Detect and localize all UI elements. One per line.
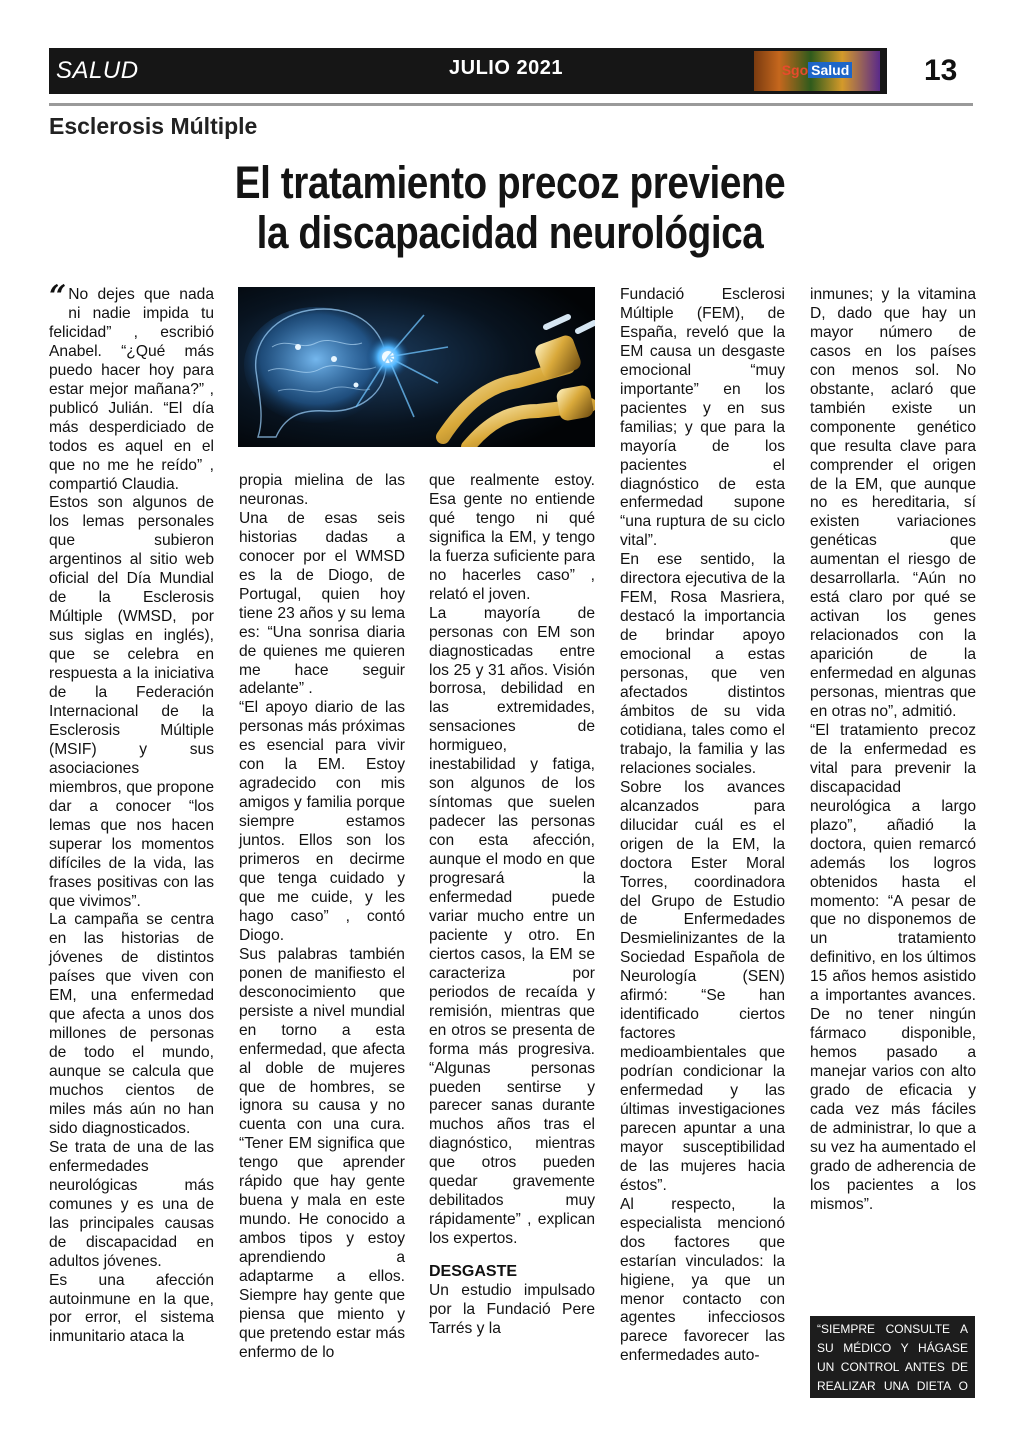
publication-logo [754,51,880,91]
article-column-4 [620,286,785,1366]
paragraph: propia mielina de las neuronas. [239,472,405,508]
logo-text-part2: Salud [808,62,852,78]
paragraph: La mayoría de personas con EM son diagnosticadas entre los 25 y 31 años. Visión borrosa, debilidad en las extremidades, sensaciones de hormigueo, inestabilidad y fatiga, son algunos de los síntomas que suelen padecer las personas con esta afección, aunque el modo en que progresará la enfermedad puede variar mucho entre un paciente y otro. En ciertos casos, la EM se caracteriza por periodos de recaída y remisión, mientras que en otros se presenta de forma más progresiva. “Algunas personas pueden sentirse y parecer sanas durante muchos años tras el diagnóstico, mientras que otros pueden quedar gravemente debilitados muy rápidamente” , explican los expertos. [429,604,595,1248]
health-notice-text: “SIEMPRE CONSULTE A SU MÉDICO Y HÁGASE UN CONTROL ANTES DE REALIZAR UNA DIETA O ACTIVADAD FÍSICA” [817,1322,968,1412]
section-name: SALUD [56,57,139,84]
article-headline [209,158,811,258]
opening-quote-mark: “ [49,279,67,314]
logo-text [754,62,880,78]
article-column-3 [429,472,595,1339]
paragraph: inmunes; y la vitamina D, dado que hay un mayor número de casos en los países con menos sol. No obstante, aclaró que también existe un componente genético que resulta clave para comprender el origen de la EM, que aunque no es hereditaria, sí existen variaciones genéticas que aumentan el riesgo de desarrollarla. “Aún no está claro por qué se activan los genes relacionados con la aparición de la enfermedad en algunas personas, mientras que en otras no”, admitió. [810,286,976,720]
headline-line-1: El tratamiento precoz previene [234,157,786,208]
article-column-5 [810,286,976,1215]
paragraph: Sus palabras también ponen de manifiesto el desconocimiento que persiste a nivel mundial en torno a esta enfermedad, que afecta al doble de mujeres que de hombres, se ignora su causa y no cuenta con una cura. “Tener EM significa que tengo que aprender rápido que hay gente buena y mala en este mundo. He conocido a ambos tipos y estoy aprendiendo a adaptarme a ellos. Siempre hay gente que piensa que miento y que pretendo estar más enfermo de lo [239,945,405,1361]
article-kicker: Esclerosis Múltiple [49,113,258,139]
paragraph: Se trata de una de las enfermedades neurológicas más comunes y es una de las principales causas de discapacidad en adultos jóvenes. [49,1138,214,1270]
section-subhead: DESGASTE [429,1263,518,1281]
page-header [49,48,973,94]
paragraph: Una de esas seis historias dadas a conocer por el WMSD es la de Diogo, de Portugal, quien hoy tiene 23 años y su lema es: “Una sonrisa diaria de quienes me quieren me hace seguir adelante” . [239,509,405,698]
health-notice-box [810,1316,975,1412]
issue-date: JULIO 2021 [449,57,563,79]
header-rule [49,103,973,106]
paragraph: Fundació Esclerosi Múltiple (FEM), de España, reveló que la EM causa un desgaste emocional “muy importante” en los pacientes y en sus familias; y que para la mayoría de los pacientes el diagnóstico de esta enfermedad supone “una ruptura de su ciclo vital”. [620,286,785,550]
article-column-1 [49,279,214,1347]
paragraph: En ese sentido, la directora ejecutiva de la FEM, Rosa Masriera, destacó la importancia de brindar apoyo emocional a estas personas, que ven afectados distintos ámbitos de su vida cotidiana, tales como el trabajo, la familia y las relaciones sociales. [620,551,785,777]
paragraph: Es una afección autoinmune en la que, por error, el sistema inmunitario ataca la [49,1271,214,1346]
paragraph-text: No dejes que nada ni nadie impida tu felicidad” , escribió Anabel. “¿Qué más puedo hacer hoy para estar mejor mañana?” , publicó Julián. “El día más desperdiciado de todos es aquel en el que no me he reído” , compartió Claudia. [49,286,214,493]
paragraph: Un estudio impulsado por la Fundació Pere Tarrés y la [429,1282,595,1337]
paragraph: Sobre los avances alcanzados para dilucidar cuál es el origen de la EM, la doctora Ester Moral Torres, coordinadora del Grupo de Estudio de Enfermedades Desmielinizantes de la Sociedad Española de Neurología (SEN) afirmó: “Se han identificado ciertos factores medioambientales que podrían condicionar la enfermedad y las últimas investigaciones parecen apuntar a una mayor susceptibilidad de las mujeres hacia éstos”. [620,778,785,1194]
paragraph: que realmente estoy. Esa gente no entiende qué tengo ni qué significa la EM, y tengo la fuerza suficiente para no hacerles caso” , relató el joven. [429,472,595,603]
article-column-2 [239,472,405,1363]
page-number: 13 [924,54,958,87]
brain-neuron-illustration [238,287,595,447]
paragraph: “El apoyo diario de las personas más próximas es esencial para vivir con la EM. Estoy agradecido con mis amigos y familia porque siempre estamos juntos. Ellos son los primeros en decirme que tenga cuidado y que me cuide, y les hago caso” , contó Diogo. [239,699,405,944]
paragraph: Estos son algunos de los lemas personales que subieron argentinos al sitio web oficial del Día Mundial de la Esclerosis Múltiple (WMSD, por sus siglas en inglés), que se celebra en respuesta a la iniciativa de la Federación Internacional de la Esclerosis Múltiple (MSIF) y sus asociaciones miembros, que propone dar a conocer “los lemas que nos hacen superar los momentos difíciles de la vida, las frases positivas con las que vivimos”. [49,494,214,910]
headline-line-2: la discapacidad neurológica [256,207,764,258]
logo-text-part1: Sgo [781,62,809,78]
paragraph: “El tratamiento precoz de la enfermedad es vital para prevenir la discapacidad neurológica a largo plazo”, añadió la doctora, quien remarcó además los logros obtenidos hasta el momento: “A pesar de que no disponemos de un tratamiento definitivo, en los últimos 15 años hemos asistido a importantes avances. De no tener ningún fármaco disponible, hemos pasado a manejar varios con alto grado de eficacia y cada vez más fáciles de administrar, lo que a su vez ha aumentado el grado de adherencia de los pacientes a los mismos”. [810,721,976,1213]
paragraph: Al respecto, la especialista mencionó dos factores que estarían vinculados: la higiene, ya que un menor contacto con agentes infecciosos parece favorecer las enfermedades auto- [620,1195,785,1365]
paragraph [49,279,214,494]
paragraph: La campaña se centra en las historias de jóvenes de distintos países que viven con EM, una enfermedad que afecta a unos dos millones de personas de todo el mundo, aunque se calcula que muchos cientos de miles más aún no han sido diagnosticados. [49,911,214,1137]
